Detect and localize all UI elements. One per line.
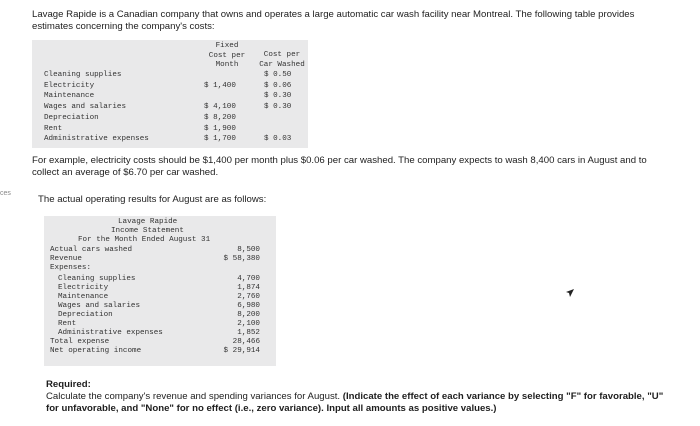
statement-row-label: Electricity [58, 284, 109, 292]
actual-results-intro: The actual operating results for August are as follows: [38, 194, 267, 205]
statement-row-value: 1,852 [237, 329, 260, 337]
per-car-value: $ 0.06 [264, 81, 292, 90]
statement-row-value: 28,466 [232, 338, 260, 346]
per-car-value: $ 0.30 [264, 103, 292, 112]
statement-row-label: Revenue [50, 255, 82, 263]
cost-row-label: Maintenance [44, 92, 95, 101]
per-car-value: $ 0.30 [264, 92, 292, 101]
fixed-cost-header [197, 42, 257, 71]
cost-row-label: Depreciation [44, 113, 99, 122]
required-body [46, 391, 666, 415]
required-text: Calculate the company's revenue and spending variances for August. [46, 391, 341, 402]
statement-row-label: Rent [58, 320, 77, 328]
fixed-cost-value: $ 1,700 [204, 135, 236, 144]
problem-intro: Lavage Rapide is a Canadian company that owns and operates a large automatic car wash facility near Montreal. The following table provides estimates concerning the company's costs: [32, 9, 635, 32]
cost-row-label: Administrative expenses [44, 135, 149, 144]
per-car-value: $ 0.50 [264, 71, 292, 79]
per-car-value: $ 0.03 [264, 135, 292, 144]
statement-title: Income Statement [111, 227, 184, 235]
statement-row-value: 6,980 [237, 302, 260, 310]
statement-row-label: Depreciation [58, 311, 113, 319]
cost-row-label: Wages and salaries [44, 103, 127, 112]
mouse-cursor-icon [565, 288, 575, 298]
statement-row-label: Actual cars washed [50, 246, 133, 254]
fixed-cost-value: $ 4,100 [204, 103, 236, 112]
statement-row-label: Wages and salaries [58, 302, 141, 310]
example-text: For example, electricity costs should be $1,400 per month plus $0.06 per car washed. The company expects to wash 8,400 cars in August and to collect an average of $6.70 per car washed. [32, 155, 647, 178]
statement-row-label: Total expense [50, 338, 110, 346]
header-line: Cost per [208, 51, 246, 60]
statement-row-label: Maintenance [58, 293, 109, 301]
cost-row-label: Rent [44, 124, 63, 133]
statement-row-value: 1,874 [237, 284, 260, 292]
required-section [46, 379, 666, 415]
fixed-cost-value: $ 8,200 [204, 113, 236, 122]
header-line: Car Washed [259, 60, 305, 69]
header-line: Month [215, 61, 239, 70]
statement-row-value: $ 58,380 [223, 255, 260, 263]
statement-row-value: 2,760 [237, 293, 260, 301]
cost-row-label: Cleaning supplies [44, 71, 122, 79]
required-label: Required: [46, 379, 91, 390]
per-car-header [254, 51, 310, 70]
statement-row-label: Administrative expenses [58, 329, 163, 337]
header-line: Cost per [263, 51, 301, 59]
cost-estimates-table [32, 40, 308, 148]
side-gutter-label: ces [0, 190, 11, 197]
statement-row-value: $ 29,914 [223, 347, 260, 355]
income-statement [44, 216, 276, 366]
statement-row-value: 2,100 [237, 320, 260, 328]
statement-row-label: Cleaning supplies [58, 275, 136, 283]
fixed-cost-value: $ 1,900 [204, 124, 236, 133]
statement-company: Lavage Rapide [118, 218, 178, 226]
required-instruction: (Indicate the effect of each variance by selecting "F" for favorable, "U" for unfavorable, and "None" for no effect (i.e., zero variance). Input all amounts as positive values.) [46, 391, 664, 414]
statement-row-label: Expenses: [50, 264, 92, 272]
statement-period: For the Month Ended August 31 [78, 236, 211, 244]
statement-row-value: 8,500 [237, 246, 260, 254]
fixed-cost-value: $ 1,400 [204, 81, 236, 90]
statement-row-value: 4,700 [237, 275, 260, 283]
statement-row-value: 8,200 [237, 311, 260, 319]
header-line: Fixed [215, 42, 239, 50]
cost-row-label: Electricity [44, 81, 95, 90]
statement-row-label: Net operating income [50, 347, 142, 355]
